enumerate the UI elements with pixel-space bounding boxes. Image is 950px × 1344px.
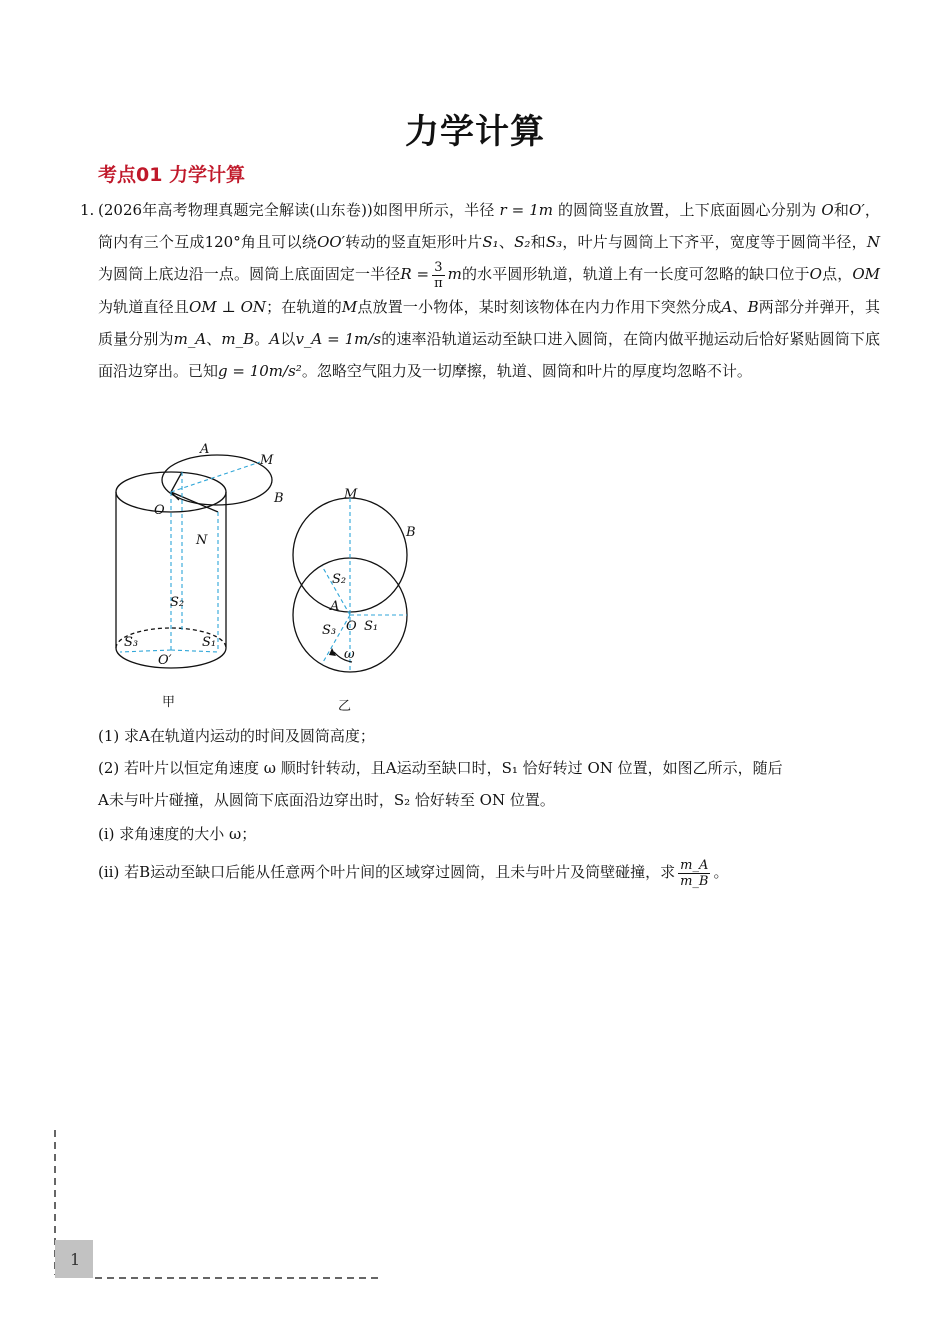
label-B: B [274, 491, 284, 506]
text-seg: 。 [254, 329, 270, 348]
part-2-line2: A未与叶片碰撞，从圆筒下底面沿边穿出时，S₂ 恰好转至 ON 位置。 [98, 791, 555, 809]
math-r: r = 1m [499, 201, 553, 219]
text-seg: ；在轨道的 [266, 297, 342, 316]
physics-figure [100, 440, 440, 720]
text-seg: ，叶片与圆筒上下齐平，宽度等于圆筒半径， [562, 233, 867, 251]
math-perp: OM ⊥ ON [189, 297, 267, 316]
labels-yi [322, 487, 416, 662]
text-seg: 的水平圆形轨道，轨道上有一长度可忽略的缺口位于 [461, 265, 810, 283]
text-seg: 、 [498, 233, 515, 251]
text-seg: 的圆筒竖直放置，上下底面圆心分别为 [557, 201, 817, 219]
math-vA: v_A = 1m/s [295, 329, 382, 348]
text-seg: 点， [821, 265, 853, 283]
label-M: M [260, 453, 274, 468]
page-number: 1 [70, 1250, 81, 1269]
label-S1: S₁ [364, 619, 379, 634]
math-S1: S₁ [482, 233, 499, 251]
arrow-head [329, 648, 336, 656]
text-seg: 以 [280, 329, 296, 348]
math-M: M [341, 297, 358, 316]
label-B: B [406, 525, 416, 540]
text-seg: 为圆筒上底边沿一点。圆筒上底面固定一半径 [98, 265, 401, 283]
math-S3: S₃ [545, 233, 563, 251]
page-title: 力学计算 [405, 112, 545, 152]
question-number: 1. [80, 201, 95, 219]
text-seg: 的速率沿轨道运动至缺口进入圆筒，在筒内做平抛运动后恰好紧贴圆筒下底面沿边穿出。已知 [98, 329, 880, 380]
text-seg: ，筒内有三个互成120°角且可以绕 [98, 201, 880, 251]
question-1 [80, 194, 880, 387]
part-2ii-text: (ⅱ) 若B运动至缺口后能从任意两个叶片间的区域穿过圆筒，且未与叶片及筒壁碰撞，求 [98, 863, 676, 881]
frac-num: 3 [432, 260, 445, 276]
label-S3: S₃ [322, 623, 337, 638]
part-2ii [98, 856, 888, 889]
math-R: R = [400, 265, 430, 283]
math-A: A [269, 329, 281, 348]
frac-den: π [434, 275, 443, 291]
label-O: O [346, 619, 357, 634]
page-number-decoration [0, 1130, 400, 1290]
text-seg: 转动的竖直矩形叶片 [345, 233, 483, 251]
text-seg: 、 [206, 329, 222, 348]
math-O: O [809, 265, 822, 283]
figure-jia [116, 455, 272, 668]
caption-jia: 甲 [162, 695, 176, 710]
frac-num: m_A [678, 858, 710, 874]
text-seg: 、 [732, 297, 748, 316]
math-g: g = 10m/s² [218, 361, 302, 380]
label-S2: S₂ [170, 595, 185, 610]
part-2i: (ⅰ) 求角速度的大小 ω； [98, 825, 257, 843]
label-N: N [196, 533, 208, 548]
math-m: m [447, 265, 462, 283]
label-S3: S₃ [124, 635, 139, 650]
label-omega: ω [344, 647, 355, 662]
frac-den: m_B [680, 873, 709, 889]
text-seg: 两部分并弹开，其质量分别为 [98, 297, 880, 348]
math-B: B [747, 297, 759, 316]
math-N: N [866, 233, 880, 251]
fraction-mA-mB [678, 858, 710, 889]
math-Op: O′ [849, 201, 865, 219]
fraction-R [432, 260, 445, 291]
label-S2: S₂ [332, 572, 347, 587]
part-1: (1) 求A在轨道内运动的时间及圆筒高度； [98, 727, 375, 745]
math-mA: m_A [173, 329, 207, 348]
text-seg: (2026年高考物理真题完全解读(山东卷))如图甲所示，半径 [98, 201, 495, 219]
math-mB: m_B [221, 329, 255, 348]
math-O: O [821, 201, 834, 219]
label-O: O [154, 503, 165, 518]
math-OM: OM [852, 265, 880, 283]
text-seg: 和 [530, 233, 546, 251]
math-OOp: OO′ [317, 233, 346, 251]
label-S1: S₁ [202, 635, 217, 650]
text-seg: 和 [833, 201, 850, 219]
part-2-line1: (2) 若叶片以恒定角速度 ω 顺时针转动，且A运动至缺口时，S₁ 恰好转过 ON 位置，如图乙所示，随后 [98, 759, 783, 777]
dashed-lines-jia [120, 462, 260, 652]
text-seg: 。忽略空气阻力及一切摩擦，轨道、圆筒和叶片的厚度均忽略不计。 [301, 361, 752, 380]
label-A: A [200, 442, 210, 457]
math-S2: S₂ [514, 233, 531, 251]
label-Op: O′ [158, 653, 172, 668]
text-seg: 。 [713, 863, 729, 881]
caption-yi: 乙 [338, 699, 352, 714]
text-seg: 点放置一小物体，某时刻该物体在内力作用下突然分成 [357, 297, 722, 316]
math-A: A [721, 297, 733, 316]
label-M: M [344, 487, 358, 502]
label-A: A [330, 599, 340, 614]
section-heading: 考点01 力学计算 [98, 164, 246, 186]
text-seg: 为轨道直径且 [98, 297, 189, 316]
question-text [80, 194, 880, 387]
